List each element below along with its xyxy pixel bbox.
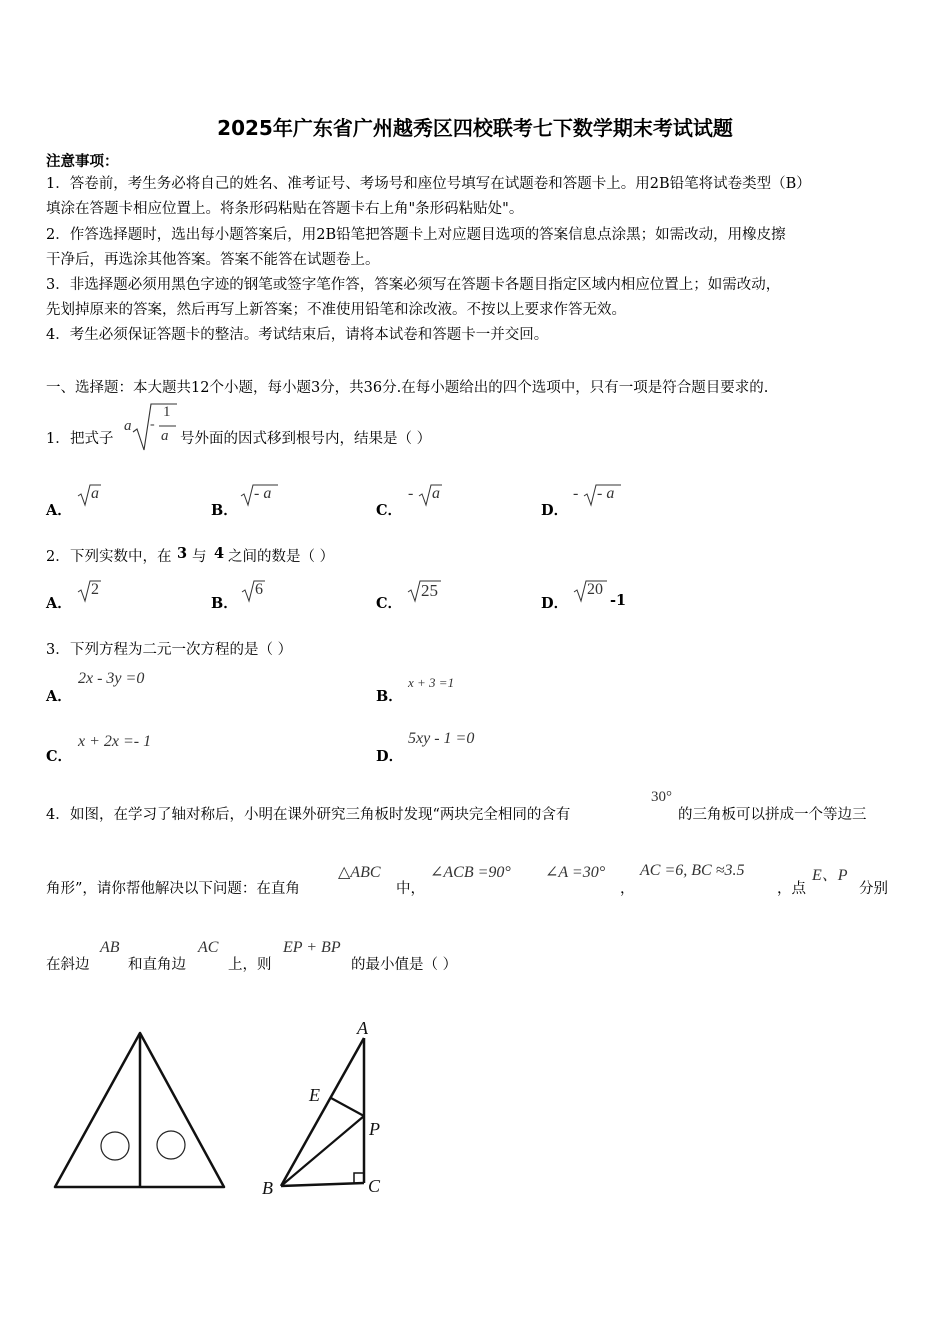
q1-minus: - <box>150 417 155 432</box>
q1-coef: a <box>124 418 132 434</box>
notice-line: 2．作答选择题时，选出每小题答案后，用2B铅笔把答题卡上对应题目选项的答案信息点涂黑；如需改动，用橡皮擦 <box>46 227 786 243</box>
q2-number: 2． <box>46 549 70 565</box>
q3-option-a-label[interactable]: A． <box>46 688 72 705</box>
label-b: B <box>262 1178 273 1198</box>
page-title: 2025年广东省广州越秀区四校联考七下数学期末考试试题 <box>217 116 733 140</box>
q1-frac-num: 1 <box>163 404 171 420</box>
q4-deg30: 30° <box>651 789 672 805</box>
q1-option-a-radicand: a <box>91 485 99 502</box>
label-c: C <box>368 1176 381 1196</box>
notice-line: 4．考生必须保证答题卡的整洁。考试结束后，请将本试卷和答题卡一并交回。 <box>46 327 549 343</box>
notice-line: 先划掉原来的答案，然后再写上新答案；不准使用铅笔和涂改液。不按以上要求作答无效。 <box>46 302 626 318</box>
q4-ab: AB <box>100 939 120 956</box>
q2-text-b: 与 <box>192 549 207 565</box>
q2-option-b-label[interactable]: B． <box>211 595 238 612</box>
q1-option-b-radicand: - a <box>254 485 272 502</box>
q3-text: 下列方程为二元一次方程的是（ ） <box>70 642 293 658</box>
q1-text-pre: 把式子 <box>70 431 114 447</box>
q4-angle-acb: ∠ACB =90° <box>430 864 511 881</box>
q4-number: 4． <box>46 807 70 823</box>
q3-option-c-expr: x + 2x =- 1 <box>78 733 152 750</box>
q2-n4: 4 <box>214 545 225 562</box>
q3-option-c-label[interactable]: C． <box>46 748 73 765</box>
label-a: A <box>357 1018 368 1038</box>
q4-angle-a: ∠A =30° <box>545 864 606 881</box>
q1-number: 1． <box>46 431 70 447</box>
q3-option-a-expr: 2x - 3y =0 <box>78 670 145 687</box>
q2-option-b-radicand: 6 <box>255 581 263 598</box>
q3-option-d-expr: 5xy - 1 =0 <box>408 730 475 747</box>
q4-ac: AC <box>198 939 219 956</box>
q2-option-c-radicand: 25 <box>421 581 438 600</box>
q4-comma: ， <box>620 881 635 897</box>
q4-line2a: 角形”，请你帮他解决以下问题：在直角 <box>46 881 300 897</box>
q3-option-d-label[interactable]: D． <box>376 748 404 765</box>
q2-text-c: 之间的数是（ ） <box>228 549 335 565</box>
notice-line: 3．非选择题必须用黑色字迹的钢笔或签字笔作答，答案必须写在答题卡各题目指定区域内相应位置上；如需改动， <box>46 277 781 293</box>
notice-line: 1．答卷前，考生务必将自己的姓名、准考证号、考场号和座位号填写在试题卷和答题卡上。用2B铅笔将试卷类型（B） <box>46 176 811 192</box>
q4-line3d: 的最小值是（ ） <box>351 957 458 973</box>
q4-points: E、P <box>812 867 848 884</box>
q1-option-d-radicand: - a <box>597 485 615 502</box>
q2-option-c-label[interactable]: C． <box>376 595 403 612</box>
label-p: P <box>369 1119 380 1139</box>
q4-line3b: 和直角边 <box>128 957 186 973</box>
q1-text-post: 号外面的因式移到根号内，结果是（ ） <box>180 431 432 447</box>
q1-radical-sign <box>133 402 179 452</box>
q1-option-c-sign: - <box>408 485 414 502</box>
q1-option-b-label[interactable]: B． <box>211 502 238 519</box>
q3-number: 3． <box>46 642 70 658</box>
q1-option-d-label[interactable]: D． <box>541 502 569 519</box>
q1-option-c-label[interactable]: C． <box>376 502 403 519</box>
q1-option-a-label[interactable]: A． <box>46 502 72 519</box>
label-e: E <box>309 1085 320 1105</box>
notice-heading: 注意事项： <box>46 153 119 170</box>
q2-option-d-suffix: -1 <box>610 592 627 609</box>
q4-line2c: ，点 <box>777 881 806 897</box>
q2-text-a: 下列实数中，在 <box>70 549 172 565</box>
q4-line2d: 分别 <box>859 881 888 897</box>
section-heading: 一、选择题：本大题共12个小题，每小题3分，共36分.在每小题给出的四个选项中，只有一项是符合题目要求的. <box>46 380 769 396</box>
notice-line: 填涂在答题卡相应位置上。将条形码粘贴在答题卡右上角"条形码粘贴处"。 <box>46 201 524 217</box>
q4-line3c: 上，则 <box>228 957 272 973</box>
figure-right-triangle-abc <box>270 1030 390 1200</box>
q1-frac-den: a <box>161 428 169 444</box>
q4-line1a: 如图，在学习了轴对称后，小明在课外研究三角板时发现“两块完全相同的含有 <box>70 807 571 823</box>
q4-line1b: 的三角板可以拼成一个等边三 <box>678 807 867 823</box>
q4-triangle: △ABC <box>338 864 381 881</box>
q4-line2b: 中， <box>396 881 425 897</box>
notice-line: 干净后，再选涂其他答案。答案不能答在试题卷上。 <box>46 252 380 268</box>
q3-option-b-expr: x + 3 =1 <box>408 675 455 690</box>
q4-line3a: 在斜边 <box>46 957 90 973</box>
q2-option-d-label[interactable]: D． <box>541 595 569 612</box>
q2-option-a-radicand: 2 <box>91 581 99 598</box>
q1-frac-bar <box>159 425 177 427</box>
q2-option-a-label[interactable]: A． <box>46 595 72 612</box>
figure-equilateral-triangle <box>50 1030 230 1195</box>
q1-option-c-radicand: a <box>432 485 440 502</box>
q4-sides: AC =6, BC ≈3.5 <box>640 862 745 879</box>
q3-option-b-label[interactable]: B． <box>376 688 403 705</box>
q1-option-d-sign: - <box>573 485 579 502</box>
q2-option-d-radicand: 20 <box>587 581 603 598</box>
q2-n3: 3 <box>177 545 188 562</box>
q4-expression: EP + BP <box>283 939 341 956</box>
